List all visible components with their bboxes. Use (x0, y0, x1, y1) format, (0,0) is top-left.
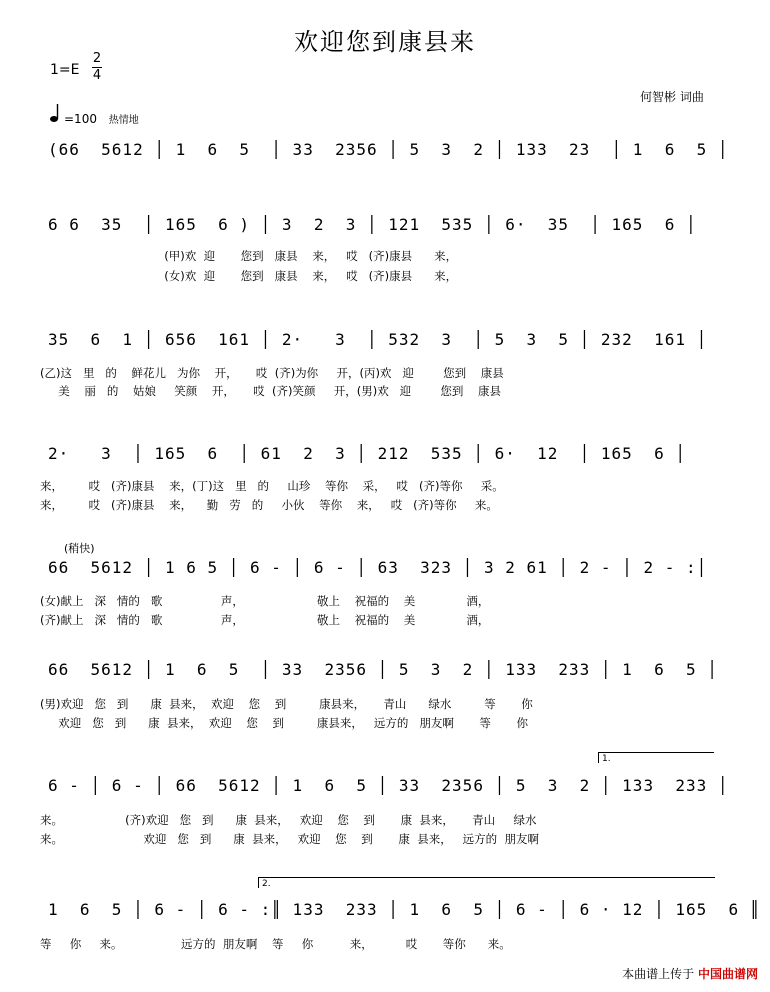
notation-notes: 6 - │ 6 - │ 66 5612 │ 1 6 5 │ 33 2356 │ 5 3 2 │ 133 233 │ (48, 776, 729, 795)
notation-row-6 (0, 660, 770, 696)
lyric-line: (男)欢迎 您 到 康 县来， 欢迎 您 到 康县来， 青山 绿水 等 你 (40, 697, 533, 711)
notation-row-1 (0, 140, 770, 176)
quarter-note-icon (50, 103, 62, 126)
lyric-line: 欢迎 您 到 康 县来， 欢迎 您 到 康县来， 远方的 朋友啊 等 你 (40, 716, 529, 730)
lyric-line: 等 你 来。 远方的 朋友啊 等 你 来， 哎 等你 来。 (40, 937, 511, 951)
notation-notes: 6 6 35 │ 165 6 ) │ 3 2 3 │ 121 535 │ 6· 35 │ 165 6 │ (48, 215, 697, 234)
notation-notes: 2· 3 │ 165 6 │ 61 2 3 │ 212 535 │ 6· 12 │ 165 6 │ (48, 444, 686, 463)
song-title: 欢迎您到康县来 (294, 28, 476, 56)
notation-row-4 (0, 444, 770, 480)
time-signature-top: 2 (92, 51, 102, 66)
lyric-line: (乙)这 里 的 鲜花儿 为你 开， 哎 (齐)为你 开，(丙)欢 迎 您到 康县 (40, 366, 504, 380)
volta-bracket-2 (258, 877, 715, 888)
lyric-line: (女)欢 迎 您到 康县 来， 哎 (齐)康县 来， (40, 269, 458, 283)
notation-row-5 (0, 558, 770, 594)
lyric-line: (女)献上 深 情的 歌 声， 敬上 祝福的 美 酒， (40, 594, 490, 608)
lyric-line: 来。 (齐)欢迎 您 到 康 县来， 欢迎 您 到 康 县来， 青山 绿水 (40, 813, 537, 827)
lyric-line: 来， 哎 (齐)康县 来， 勤 劳 的 小伙 等你 来， 哎 (齐)等你 来。 (40, 498, 498, 512)
site-logo[interactable]: 中国曲谱网 (697, 967, 758, 981)
time-signature-bottom: 4 (92, 68, 102, 83)
notation-row-8 (0, 900, 770, 936)
volta-bracket-1 (598, 752, 714, 763)
tempo-expression: 热情地 (108, 115, 139, 126)
tempo-value: =100 (64, 112, 97, 126)
author-credit: 何智彬 词曲 (640, 90, 704, 104)
lyric-line: 美 丽 的 姑娘 笑颜 开， 哎 (齐)笑颜 开，(男)欢 迎 您到 康县 (40, 384, 502, 398)
tempo-marking (50, 103, 139, 126)
footer-prefix: 本曲谱上传于 (622, 967, 695, 981)
notation-row-2 (0, 215, 770, 251)
lyric-line: (齐)献上 深 情的 歌 声， 敬上 祝福的 美 酒， (40, 613, 490, 627)
time-signature (92, 52, 102, 83)
tempo-change: (稍快) (64, 542, 95, 555)
lyric-line: 来。 欢迎 您 到 康 县来， 欢迎 您 到 康 县来， 远方的 朋友啊 (40, 832, 539, 846)
notation-notes: 66 5612 │ 1 6 5 │ 33 2356 │ 5 3 2 │ 133 233 │ 1 6 5 │ (48, 660, 718, 679)
volta-label: 1. (602, 754, 611, 764)
notation-notes: 35 6 1 │ 656 161 │ 2· 3 │ 532 3 │ 5 3 5 │ 232 161 │ (48, 330, 708, 349)
lyric-line: 来， 哎 (齐)康县 来，(丁)这 里 的 山珍 等你 采， 哎 (齐)等你 采。 (40, 479, 504, 493)
notation-notes: 1 6 5 │ 6 - │ 6 - :║ 133 233 │ 1 6 5 │ 6 - │ 6 · 12 │ 165 6 ║ (48, 900, 761, 919)
notation-notes: (66 5612 │ 1 6 5 │ 33 2356 │ 5 3 2 │ 133 23 │ 1 6 5 │ (48, 140, 729, 159)
lyric-line: (甲)欢 迎 您到 康县 来， 哎 (齐)康县 来， (40, 249, 458, 263)
notation-row-7 (0, 776, 770, 812)
footer-credit (622, 965, 758, 982)
key-signature: 1=E (50, 62, 80, 78)
notation-row-3 (0, 330, 770, 366)
volta-label: 2. (262, 879, 271, 889)
notation-notes: 66 5612 │ 1 6 5 │ 6 - │ 6 - │ 63 323 │ 3 2 61 │ 2 - │ 2 - :│ (48, 558, 708, 577)
